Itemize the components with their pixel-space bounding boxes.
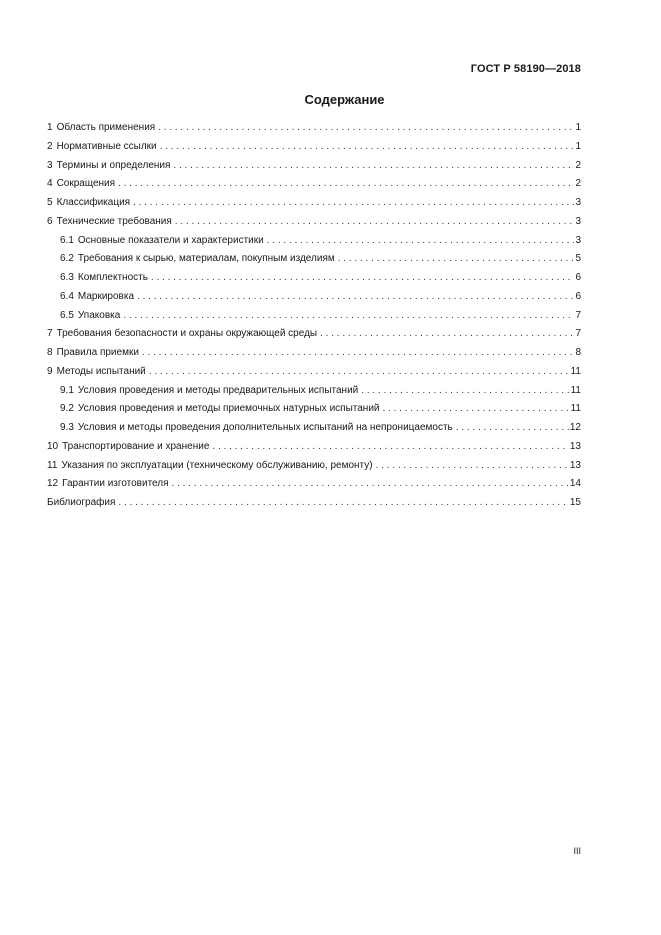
toc-dot-leader (173, 157, 574, 176)
toc-entry[interactable] (47, 457, 581, 476)
toc-dot-leader (123, 307, 574, 326)
toc-entry-title: Классификация (56, 197, 131, 208)
toc-entry[interactable] (47, 175, 581, 194)
toc-entry-number: 6.2 (60, 253, 74, 265)
toc-entry-title: Упаковка (77, 309, 121, 321)
toc-entry-title: Правила приемки (56, 347, 139, 358)
toc-entry-title: Гарантии изготовителя (62, 478, 169, 490)
toc-entry-page: 2 (575, 178, 581, 190)
toc-dot-leader (338, 250, 575, 269)
toc-entry-title: Указания по эксплуатации (техническому обслуживанию, ремонту) (61, 459, 373, 471)
toc-entry-number: 6.4 (60, 290, 74, 302)
toc-entry-page: 3 (575, 215, 581, 227)
toc-entry-page: 1 (575, 140, 581, 152)
toc-dot-leader (137, 288, 574, 307)
toc-dot-leader (383, 400, 570, 419)
toc-entry[interactable] (47, 307, 581, 326)
toc-dot-leader (160, 138, 575, 157)
toc-entry-page: 7 (575, 328, 581, 340)
toc-entry-page: 11 (570, 384, 581, 396)
toc-entry-page: 3 (575, 197, 581, 208)
toc-entry-number: 12 (47, 478, 59, 490)
toc-entry-number: 6.5 (60, 309, 74, 321)
toc-entry-title: Сокращения (56, 178, 116, 190)
toc-entry-page: 11 (570, 403, 581, 415)
toc-entry[interactable] (47, 494, 581, 513)
toc-dot-leader (149, 363, 570, 382)
toc-entry-number: 4 (47, 178, 53, 190)
page-number: III (573, 846, 581, 856)
toc-entry-number: 9.3 (60, 422, 74, 433)
toc-entry-page: 1 (575, 122, 581, 133)
toc-entry-page: 5 (575, 253, 581, 265)
toc-dot-leader (142, 344, 575, 363)
toc-dot-leader (118, 175, 574, 194)
toc-entry[interactable] (47, 269, 581, 288)
toc-entry-page: 15 (569, 497, 581, 508)
toc-entry-title: Область применения (56, 122, 156, 133)
toc-entry[interactable] (47, 288, 581, 307)
toc-entry-page: 13 (569, 440, 581, 452)
toc-entry-number: 7 (47, 328, 53, 340)
toc-entry-number: 2 (47, 140, 53, 152)
toc-entry[interactable] (47, 138, 581, 157)
toc-entry[interactable] (47, 194, 581, 213)
toc-entry-number: 11 (47, 459, 58, 471)
toc-entry-title: Комплектность (77, 272, 148, 283)
toc-entry[interactable] (47, 400, 581, 419)
toc-entry-number: 9 (47, 365, 53, 377)
toc-entry-title: Требования безопасности и охраны окружающей среды (56, 328, 318, 340)
toc-entry-page: 7 (575, 309, 581, 321)
toc-entry-title: Условия проведения и методы приемочных натурных испытаний (77, 403, 380, 415)
toc-dot-leader (175, 213, 575, 232)
toc-dot-leader (118, 494, 568, 513)
toc-entry[interactable] (47, 419, 581, 438)
toc-entry[interactable] (47, 325, 581, 344)
toc-entry-number: 1 (47, 122, 53, 133)
toc-entry[interactable] (47, 157, 581, 176)
toc-entry-page: 8 (575, 347, 581, 358)
toc-entry-title: Нормативные ссылки (56, 140, 157, 152)
toc-dot-leader (158, 119, 574, 138)
toc-entry-title: Методы испытаний (56, 365, 146, 377)
toc-entry-page: 13 (569, 459, 581, 471)
toc-entry[interactable] (47, 213, 581, 232)
toc-entry-title: Маркировка (77, 290, 135, 302)
toc-entry-number: 6.1 (60, 234, 74, 246)
toc-dot-leader (376, 457, 569, 476)
toc-entry-title: Транспортирование и хранение (62, 440, 210, 452)
toc-entry[interactable] (47, 344, 581, 363)
toc-entry[interactable] (47, 232, 581, 251)
toc-entry-page: 6 (575, 290, 581, 302)
toc-entry[interactable] (47, 363, 581, 382)
toc-entry[interactable] (47, 382, 581, 401)
toc-dot-leader (361, 382, 569, 401)
toc-entry[interactable] (47, 438, 581, 457)
toc-entry-number: 9.2 (60, 403, 74, 415)
toc-entry-title: Требования к сырью, материалам, покупным изделиям (77, 253, 335, 265)
toc-entry-title: Условия проведения и методы предварительных испытаний (77, 384, 359, 396)
toc-entry-page: 3 (575, 234, 581, 246)
toc-dot-leader (133, 194, 574, 213)
toc-entry-page: 14 (569, 478, 581, 490)
toc-dot-leader (172, 475, 569, 494)
toc-dot-leader (456, 419, 569, 438)
toc-entry-number: 10 (47, 440, 59, 452)
toc-dot-leader (212, 438, 568, 457)
toc-entry-title: Условия и методы проведения дополнительных испытаний на непроницаемость (77, 422, 453, 433)
toc-title: Содержание (304, 92, 385, 107)
toc-dot-leader (267, 232, 575, 251)
toc-entry-title: Термины и определения (56, 159, 171, 171)
toc-entry[interactable] (47, 250, 581, 269)
toc-dot-leader (320, 325, 574, 344)
toc-entry-page: 2 (575, 159, 581, 171)
toc-entry-title: Технические требования (56, 215, 172, 227)
toc-entry-page: 12 (569, 422, 581, 433)
toc-entry-number: 6 (47, 215, 53, 227)
toc-entry-number: 6.3 (60, 272, 74, 283)
toc-entry-number: 3 (47, 159, 53, 171)
toc-entry-number: 9.1 (60, 384, 74, 396)
toc-entry-number: 5 (47, 197, 53, 208)
toc-entry-title: Библиография (47, 497, 116, 508)
table-of-contents (47, 119, 581, 513)
toc-entry[interactable] (47, 475, 581, 494)
standard-code: ГОСТ Р 58190—2018 (470, 63, 581, 75)
toc-entry-number: 8 (47, 347, 53, 358)
toc-entry-page: 11 (570, 365, 581, 377)
toc-entry-page: 6 (575, 272, 581, 283)
toc-entry[interactable] (47, 119, 581, 138)
toc-dot-leader (151, 269, 575, 288)
toc-entry-title: Основные показатели и характеристики (77, 234, 264, 246)
